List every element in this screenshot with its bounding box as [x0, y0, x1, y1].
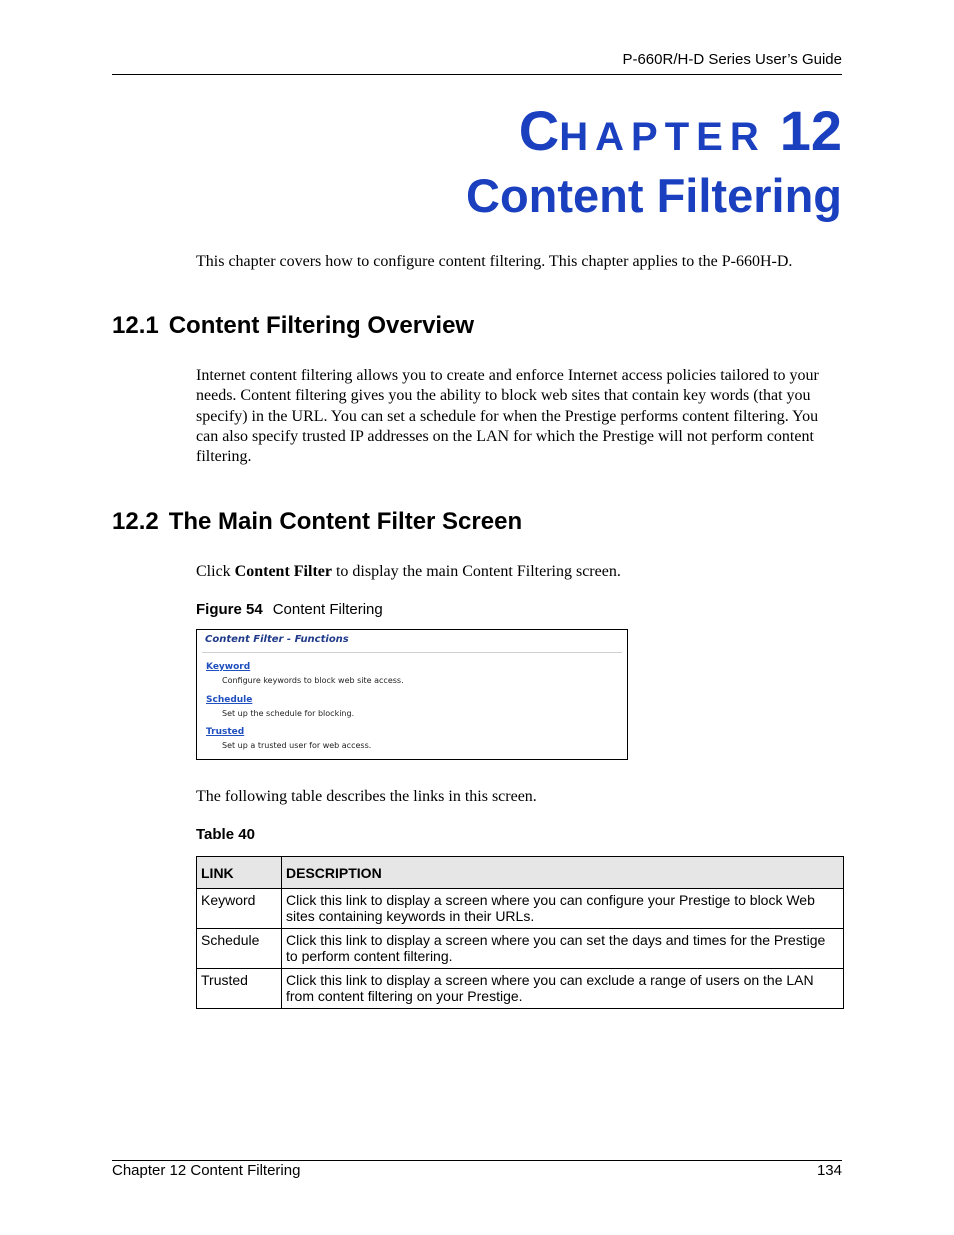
text-run: Click	[196, 563, 235, 580]
schedule-description: Set up the schedule for blocking.	[222, 709, 355, 718]
table-cell-link: Trusted	[197, 969, 282, 1009]
column-header-link: LINK	[197, 857, 282, 889]
section-heading-main-screen	[112, 508, 522, 536]
main-screen-paragraph	[196, 562, 844, 582]
chapter-label-initial: C	[518, 99, 560, 162]
section-number: 12.1	[112, 312, 159, 339]
chapter-title: Content Filtering	[466, 169, 842, 222]
table-row	[197, 969, 844, 1009]
screen-title: Content Filter - Functions	[205, 634, 349, 645]
table-cell-description: Click this link to display a screen where you can set the days and times for the Prestige to perform content filtering.	[282, 929, 844, 969]
ui-term: Content Filter	[234, 563, 332, 580]
chapter-heading	[519, 98, 842, 163]
figure-caption-text: Content Filtering	[272, 601, 383, 618]
screen-divider	[202, 652, 622, 653]
intro-paragraph: This chapter covers how to configure content filtering. This chapter applies to the P-660H-D.	[196, 253, 793, 270]
links-table	[196, 856, 844, 1009]
table-caption: Table 40	[196, 826, 255, 843]
column-header-description: DESCRIPTION	[282, 857, 844, 889]
content-filter-screenshot	[196, 629, 628, 760]
table-cell-link: Keyword	[197, 889, 282, 929]
table-cell-description: Click this link to display a screen where you can exclude a range of users on the LAN from content filtering on your Prestige.	[282, 969, 844, 1009]
table-row	[197, 929, 844, 969]
section-title: The Main Content Filter Screen	[168, 508, 523, 535]
chapter-label-rest: HAPTER	[559, 115, 766, 159]
text-run: to display the main Content Filtering screen.	[331, 563, 621, 580]
table-cell-link: Schedule	[197, 929, 282, 969]
schedule-link[interactable]: Schedule	[206, 695, 253, 705]
guide-title: P-660R/H-D Series User’s Guide	[622, 51, 842, 68]
footer-divider	[112, 1160, 842, 1161]
section-number: 12.2	[112, 508, 159, 535]
table-intro-paragraph: The following table describes the links in this screen.	[196, 788, 537, 805]
section-heading-overview	[112, 312, 474, 340]
table-header-row	[197, 857, 844, 889]
footer-chapter: Chapter 12 Content Filtering	[112, 1162, 301, 1179]
keyword-link[interactable]: Keyword	[206, 662, 251, 672]
figure-label: Figure 54	[196, 601, 263, 618]
figure-caption	[196, 601, 383, 618]
section-title: Content Filtering Overview	[168, 312, 475, 339]
table-row	[197, 889, 844, 929]
keyword-description: Configure keywords to block web site access.	[222, 676, 404, 685]
trusted-link[interactable]: Trusted	[206, 727, 245, 737]
header-divider	[112, 74, 842, 75]
page-number: 134	[816, 1162, 842, 1179]
trusted-description: Set up a trusted user for web access.	[222, 741, 372, 750]
overview-paragraph: Internet content filtering allows you to create and enforce Internet access policies tailored to your needs. Content filtering gives you the ability to block web sites that contain key words (that you specify) in the URL. You can set a schedule for when the Prestige performs content filtering. You can also specify trusted IP addresses on the LAN for which the Prestige will not perform content filtering.	[196, 367, 819, 466]
chapter-number: 12	[779, 99, 842, 162]
table-cell-description: Click this link to display a screen where you can configure your Prestige to block Web sites containing keywords in their URLs.	[282, 889, 844, 929]
